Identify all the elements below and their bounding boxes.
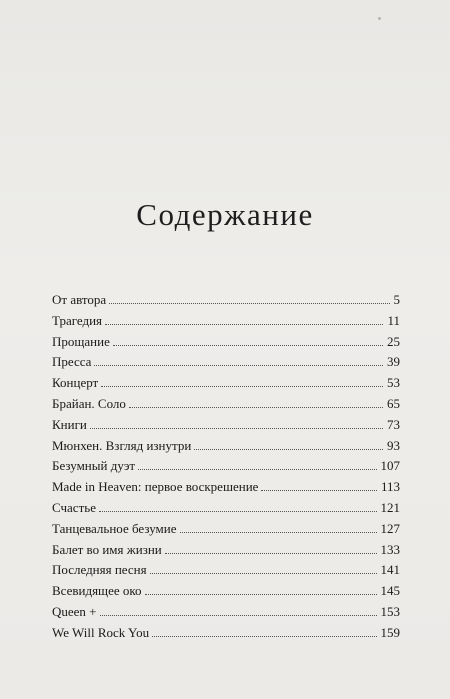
toc-entry-page: 73 xyxy=(387,416,400,432)
toc-entry-page: 121 xyxy=(380,499,400,515)
toc-dot-leader xyxy=(261,490,377,491)
toc-dot-leader xyxy=(94,365,383,366)
toc-entry-page: 153 xyxy=(380,603,400,619)
toc-entry-page: 65 xyxy=(387,395,400,411)
toc-entry-page: 107 xyxy=(380,458,400,474)
toc-dot-leader xyxy=(180,532,377,533)
toc-entry xyxy=(52,290,400,311)
toc-entry-title: Пресса xyxy=(52,354,92,370)
toc-entry-title: Последняя песня xyxy=(52,562,147,578)
toc-entry-title: Всевидящее око xyxy=(52,583,142,599)
toc-entry xyxy=(52,456,400,477)
toc-entry-title: Трагедия xyxy=(52,312,103,328)
toc-entry-page: 133 xyxy=(380,541,400,557)
toc-entry-title: Танцевальное безумие xyxy=(52,520,177,536)
toc-entry-page: 127 xyxy=(380,520,400,536)
toc-entry xyxy=(52,415,400,436)
toc-entry xyxy=(52,332,400,353)
toc-entry xyxy=(52,311,400,332)
toc-entry-title: Made in Heaven: первое воскрешение xyxy=(52,479,259,495)
toc-entry-page: 141 xyxy=(380,562,400,578)
toc-entry-title: Брайан. Соло xyxy=(52,395,126,411)
toc-entry-title: Книги xyxy=(52,416,87,432)
toc-entry-title: Прощание xyxy=(52,333,110,349)
toc-entry-page: 159 xyxy=(380,624,400,640)
toc-entry-title: Безумный дуэт xyxy=(52,458,136,474)
paper-speck xyxy=(378,17,381,20)
toc-entry-title: Балет во имя жизни xyxy=(52,541,162,557)
toc-entry xyxy=(52,623,400,644)
toc-entry xyxy=(52,477,400,498)
toc-entry-page: 93 xyxy=(387,437,400,453)
toc-entry-title: Queen + xyxy=(52,603,97,619)
toc-entry-page: 25 xyxy=(387,333,400,349)
toc-dot-leader xyxy=(150,573,377,574)
toc-entry-page: 11 xyxy=(387,312,400,328)
toc-entry-page: 5 xyxy=(393,292,400,307)
toc-entry xyxy=(52,581,400,602)
toc-dot-leader xyxy=(101,386,383,387)
toc-entry xyxy=(52,602,400,623)
toc-dot-leader xyxy=(90,428,383,429)
toc-entry-page: 53 xyxy=(387,375,400,391)
toc-dot-leader xyxy=(152,636,376,637)
toc-dot-leader xyxy=(105,324,383,325)
toc-dot-leader xyxy=(100,615,377,616)
toc-dot-leader xyxy=(165,553,377,554)
toc-entry xyxy=(52,560,400,581)
toc-entry xyxy=(52,540,400,561)
toc-dot-leader xyxy=(109,303,389,304)
toc-dot-leader xyxy=(138,469,376,470)
toc-dot-leader xyxy=(145,594,377,595)
toc-entry xyxy=(52,394,400,415)
table-of-contents xyxy=(52,290,400,644)
toc-entry-page: 145 xyxy=(380,583,400,599)
toc-dot-leader xyxy=(129,407,383,408)
toc-entry-title: От автора xyxy=(52,292,107,307)
toc-entry xyxy=(52,352,400,373)
toc-dot-leader xyxy=(113,345,383,346)
toc-entry-title: We Will Rock You xyxy=(52,624,150,640)
toc-entry xyxy=(52,519,400,540)
toc-entry xyxy=(52,436,400,457)
toc-entry xyxy=(52,498,400,519)
toc-entry-title: Концерт xyxy=(52,375,99,391)
toc-entry-page: 39 xyxy=(387,354,400,370)
toc-entry-page: 113 xyxy=(380,479,400,495)
toc-entry-title: Счастье xyxy=(52,499,96,515)
toc-dot-leader xyxy=(99,511,377,512)
page-title: Содержание xyxy=(136,197,314,232)
toc-entry xyxy=(52,373,400,394)
toc-entry-title: Мюнхен. Взгляд изнутри xyxy=(52,437,192,453)
toc-dot-leader xyxy=(194,449,383,450)
